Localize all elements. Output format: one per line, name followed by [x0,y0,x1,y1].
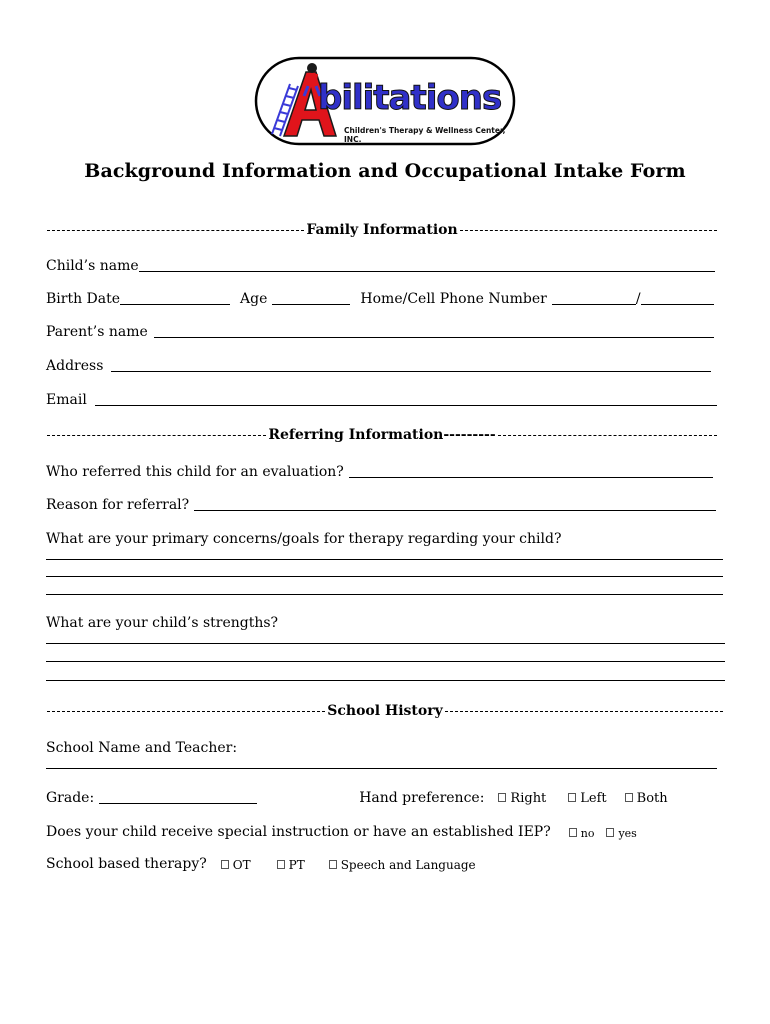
home-phone-field[interactable] [552,290,636,305]
section-header-referring [46,425,718,445]
address-field[interactable] [111,357,711,372]
checkbox-icon[interactable] [221,860,229,869]
checkbox-icon[interactable] [606,828,614,837]
hand-option-left[interactable]: Left [568,791,606,806]
grade-hand-row [46,786,706,806]
reason-field[interactable] [194,496,716,511]
iep-label: Does your child receive special instruction or have an established IEP? [46,824,551,840]
child-name-row [46,254,715,274]
email-row [46,388,717,408]
reason-row [46,493,716,513]
strengths-line-2[interactable] [46,661,725,662]
section-header-school [46,701,724,721]
child-name-label: Child’s name [46,258,139,274]
checkbox-icon[interactable] [625,793,633,802]
hand-option-both[interactable]: Both [625,791,668,806]
parent-name-row [46,320,714,340]
iep-option-yes[interactable]: yes [606,827,636,840]
address-row [46,354,711,374]
therapy-option-ot[interactable]: OT [221,858,251,872]
birth-date-field[interactable] [120,290,230,305]
address-label: Address [46,358,104,374]
grade-field[interactable] [99,789,257,804]
strengths-row [46,611,724,631]
school-name-row [46,736,718,756]
age-field[interactable] [272,290,350,305]
concerns-row [46,527,724,547]
iep-option-no[interactable]: no [569,827,595,840]
email-label: Email [46,392,87,408]
school-name-label: School Name and Teacher: [46,740,238,756]
birth-date-label: Birth Date [46,291,121,307]
checkbox-icon[interactable] [498,793,506,802]
therapy-option-speech[interactable]: Speech and Language [329,858,476,872]
school-name-field[interactable] [46,768,717,769]
strengths-label: What are your child’s strengths? [46,615,279,631]
parent-name-label: Parent’s name [46,324,148,340]
hand-option-right[interactable]: Right [498,791,546,806]
age-label: Age [240,291,268,307]
parent-name-field[interactable] [154,323,714,338]
reason-label: Reason for referral? [46,497,190,513]
phone-label: Home/Cell Phone Number [360,291,547,307]
section-title: Referring Information--------- [268,427,496,443]
who-referred-row [46,460,713,480]
therapy-row [46,852,546,872]
email-field[interactable] [95,391,717,406]
checkbox-icon[interactable] [329,860,337,869]
concerns-line-1[interactable] [46,559,723,560]
section-title: School History [327,703,443,719]
logo-wordmark-visible: bilitations [318,78,502,118]
logo-tagline: Children's Therapy & Wellness Center, INC. [344,126,506,144]
strengths-line-3[interactable] [46,680,725,681]
therapy-label: School based therapy? [46,856,207,872]
section-title: Family Information [306,222,458,238]
concerns-line-3[interactable] [46,594,723,595]
hand-preference-label: Hand preference: [359,790,485,806]
concerns-line-2[interactable] [46,576,723,577]
who-referred-label: Who referred this child for an evaluation? [46,464,344,480]
cell-phone-field[interactable] [641,290,714,305]
checkbox-icon[interactable] [569,828,577,837]
birth-age-phone-row [46,287,714,307]
who-referred-field[interactable] [349,463,713,478]
checkbox-icon[interactable] [277,860,285,869]
grade-label: Grade: [46,790,95,806]
abilitations-logo [254,56,516,146]
child-name-field[interactable] [139,257,715,272]
iep-row [46,820,726,840]
checkbox-icon[interactable] [568,793,576,802]
therapy-option-pt[interactable]: PT [277,858,305,872]
page-title: Background Information and Occupational Intake Form [84,160,686,182]
section-header-family [46,220,718,240]
phone-separator: / [635,291,641,307]
strengths-line-1[interactable] [46,643,725,644]
concerns-label: What are your primary concerns/goals for therapy regarding your child? [46,531,562,547]
